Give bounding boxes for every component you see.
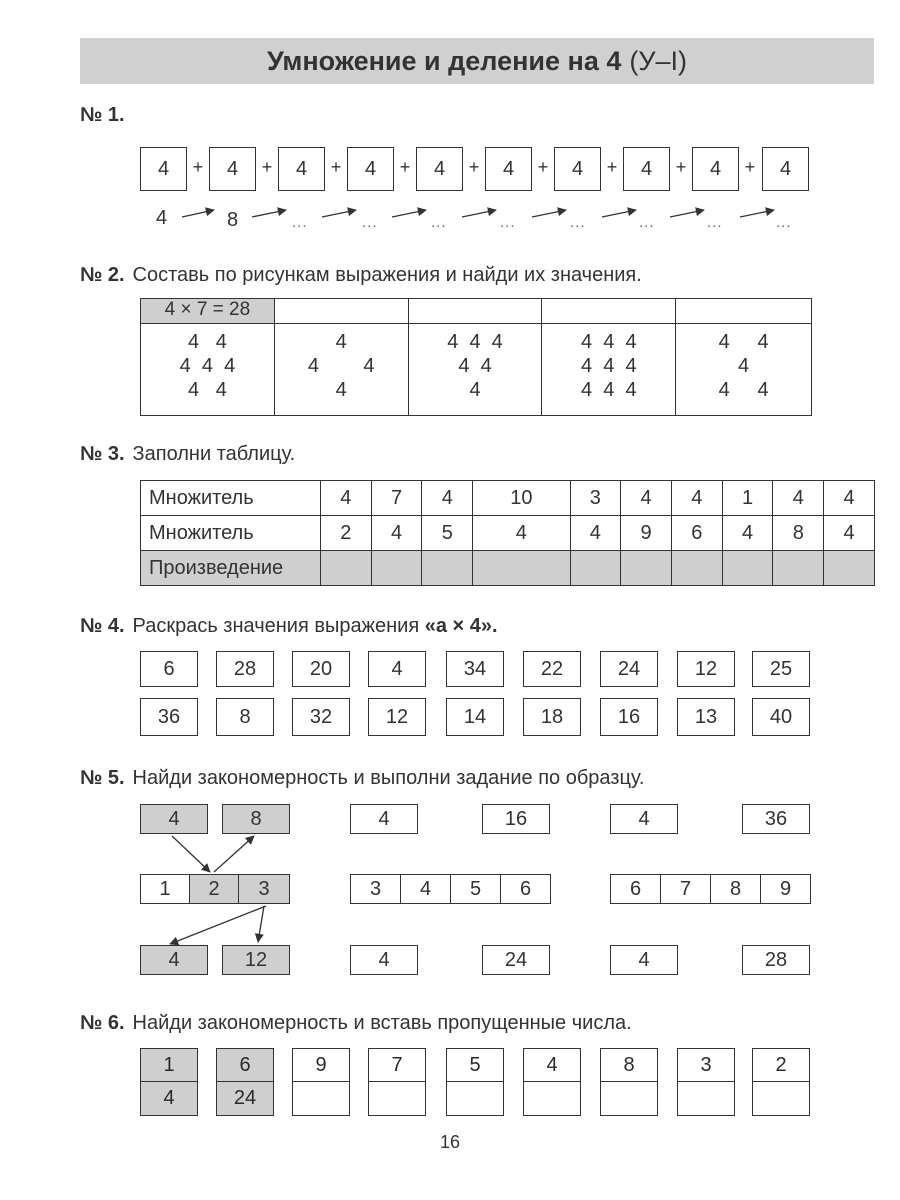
- task6-cell-top: 8: [601, 1049, 657, 1082]
- task4-value-box[interactable]: 20: [292, 651, 350, 687]
- task4-value-box[interactable]: 13: [677, 698, 735, 736]
- task1-number-box: 4: [416, 147, 463, 191]
- task5-set2-top[interactable]: 4: [350, 804, 418, 834]
- task4-value-box[interactable]: 16: [600, 698, 658, 736]
- arrow-icon: [740, 210, 774, 217]
- task5-set3-top[interactable]: 4: [610, 804, 678, 834]
- task4-value-box[interactable]: 36: [140, 698, 198, 736]
- task1-number-box: 4: [485, 147, 532, 191]
- task3-factor-cell: 7: [371, 481, 422, 516]
- task6-cell[interactable]: [368, 1048, 426, 1116]
- task5-sample-bottom: 4: [140, 945, 208, 975]
- plus-sign: +: [192, 157, 204, 177]
- task4-number: № 4.: [80, 615, 125, 637]
- task5-set2-middle: 6: [500, 874, 551, 904]
- task3-factor-cell: 4: [722, 516, 773, 551]
- task1-number-box: 4: [554, 147, 601, 191]
- task3-factor-cell: 4: [773, 481, 824, 516]
- task6-cell[interactable]: [677, 1048, 735, 1116]
- task5-set3-bottom-right[interactable]: 28: [742, 945, 810, 975]
- task1-number-box: 4: [692, 147, 739, 191]
- task5-set3-middle: 9: [760, 874, 811, 904]
- plus-sign: +: [537, 157, 549, 177]
- task4-value-box[interactable]: 8: [216, 698, 274, 736]
- task1-blank-dots[interactable]: ...: [639, 214, 655, 231]
- task2-picture: 4 4 4 4 4 4: [408, 324, 542, 416]
- task6-cell-bottom[interactable]: [369, 1082, 425, 1115]
- task5-set2-bottom-right[interactable]: 24: [482, 945, 550, 975]
- task3-factor-cell: 8: [773, 516, 824, 551]
- task2-picture: 4 4 4 4 4 4 4 4 4: [542, 324, 676, 416]
- task6-cell-top: 5: [447, 1049, 503, 1082]
- task3-factor-cell: 2: [321, 516, 372, 551]
- task5-set3-middle: 6: [610, 874, 661, 904]
- arrow-icon: [252, 210, 286, 217]
- task1-number-box: 4: [623, 147, 670, 191]
- task3-factor-cell: 4: [473, 516, 570, 551]
- task3-factor-cell: 4: [422, 481, 473, 516]
- task1-blank-dots[interactable]: ...: [570, 214, 586, 231]
- task1-number: № 1.: [80, 104, 125, 126]
- task3-factor-cell: 10: [473, 481, 570, 516]
- task4-value-box[interactable]: 24: [600, 651, 658, 687]
- plus-sign: +: [468, 157, 480, 177]
- arrow-icon: [258, 906, 264, 942]
- task6-cell-bottom[interactable]: [524, 1082, 580, 1115]
- task3-factor-cell: 4: [671, 481, 722, 516]
- plus-sign: +: [261, 157, 273, 177]
- task6-cell-bottom[interactable]: [753, 1082, 809, 1115]
- task5-sample-middle: 1: [140, 874, 190, 904]
- task2-picture: 4 4 4 4 4: [676, 324, 812, 416]
- task2-picture: 4 4 4 4: [274, 324, 408, 416]
- task3-factor-cell: 4: [321, 481, 372, 516]
- plus-sign: +: [675, 157, 687, 177]
- task3-factor-cell: 6: [671, 516, 722, 551]
- task4-expression: «а × 4».: [424, 615, 498, 637]
- task6-cell-top: 9: [293, 1049, 349, 1082]
- task3-row-label: Произведение: [141, 551, 321, 586]
- task2-text: Составь по рисункам выражения и найди их значения.: [132, 264, 642, 286]
- task3-factor-cell: 9: [621, 516, 672, 551]
- task4-value-box[interactable]: 40: [752, 698, 810, 736]
- plus-sign: +: [399, 157, 411, 177]
- task1-blank-dots[interactable]: ...: [362, 214, 378, 231]
- task5-sample-middle: 2: [189, 874, 239, 904]
- arrow-icon: [392, 210, 426, 217]
- arrow-icon: [172, 836, 210, 872]
- task5-set2-top-right[interactable]: 16: [482, 804, 550, 834]
- task4-value-box[interactable]: 34: [446, 651, 504, 687]
- task3-factor-cell: 4: [371, 516, 422, 551]
- task6-cell[interactable]: [600, 1048, 658, 1116]
- task5-text: Найди закономерность и выполни задание по образцу.: [132, 767, 645, 789]
- task5-sample-top: 4: [140, 804, 208, 834]
- plus-sign: +: [744, 157, 756, 177]
- task2-picture: 4 4 4 4 4 4 4: [141, 324, 275, 416]
- task6-cell-top: 6: [217, 1049, 273, 1082]
- task4-value-box[interactable]: 12: [677, 651, 735, 687]
- task6-cell[interactable]: [446, 1048, 504, 1116]
- task3-factor-cell: 4: [824, 481, 875, 516]
- task5-sample-top: 8: [222, 804, 290, 834]
- task5-set3-middle: 7: [660, 874, 711, 904]
- task2-number: № 2.: [80, 264, 125, 286]
- task1-number-box: 4: [209, 147, 256, 191]
- task3-factor-cell: 4: [570, 516, 621, 551]
- task3-factor-cell: 4: [824, 516, 875, 551]
- task5-set3-middle: 8: [710, 874, 761, 904]
- task5-set2-middle: 3: [350, 874, 401, 904]
- task5-set3-bottom[interactable]: 4: [610, 945, 678, 975]
- task5-set2-middle: 5: [450, 874, 501, 904]
- task1-blank-dots[interactable]: ...: [500, 214, 516, 231]
- task6-cell[interactable]: [292, 1048, 350, 1116]
- task6-cell-bottom: 24: [233, 1087, 257, 1109]
- task1-blank-dots[interactable]: ...: [431, 214, 447, 231]
- task6-cell-top: 4: [524, 1049, 580, 1082]
- task3-row-label: Множитель: [141, 481, 321, 516]
- task4-value-box[interactable]: 22: [523, 651, 581, 687]
- page-title-suffix: (У–I): [629, 45, 688, 76]
- task1-number-box: 4: [140, 147, 187, 191]
- task6-cell[interactable]: [523, 1048, 581, 1116]
- task4-text: Раскрась значения выражения: [132, 615, 420, 637]
- task6-cell-top: 2: [753, 1049, 809, 1082]
- task4-value-box[interactable]: 28: [216, 651, 274, 687]
- arrow-icon: [322, 210, 356, 217]
- arrow-icon: [214, 836, 254, 872]
- task5-set2-middle: 4: [400, 874, 451, 904]
- task6-cell-top: 7: [369, 1049, 425, 1082]
- task4-value-box[interactable]: 6: [140, 651, 198, 687]
- task6-cell[interactable]: [752, 1048, 810, 1116]
- task4-value-box[interactable]: 12: [368, 698, 426, 736]
- task6-cell-top: 1: [141, 1049, 197, 1082]
- task3-factor-cell: 4: [621, 481, 672, 516]
- task3-text: Заполни таблицу.: [132, 443, 296, 465]
- task1-blank-dots[interactable]: ...: [776, 214, 792, 231]
- task4-value-box[interactable]: 14: [446, 698, 504, 736]
- task3-number: № 3.: [80, 443, 125, 465]
- task3-factor-cell: 5: [422, 516, 473, 551]
- plus-sign: +: [606, 157, 618, 177]
- plus-sign: +: [330, 157, 342, 177]
- page-number: 16: [439, 1132, 461, 1152]
- task6-cell-bottom[interactable]: [447, 1082, 503, 1115]
- task6-text: Найди закономерность и вставь пропущенные числа.: [132, 1012, 632, 1034]
- task1-seq-second: 8: [227, 209, 239, 231]
- task4-value-box[interactable]: 25: [752, 651, 810, 687]
- task6-cell-top: 3: [678, 1049, 734, 1082]
- task1-seq-start: 4: [156, 207, 168, 229]
- task1-blank-dots[interactable]: ...: [292, 214, 308, 231]
- arrow-icon: [670, 210, 704, 217]
- task3-row-label: Множитель: [141, 516, 321, 551]
- task3-factor-cell: 3: [570, 481, 621, 516]
- task6-cell: [140, 1048, 198, 1116]
- task4-value-box[interactable]: 4: [368, 651, 426, 687]
- arrow-icon: [170, 906, 266, 944]
- task4-value-box[interactable]: 18: [523, 698, 581, 736]
- task6-number: № 6.: [80, 1012, 125, 1034]
- task1-number-box: 4: [762, 147, 809, 191]
- task5-set3-top-right[interactable]: 36: [742, 804, 810, 834]
- task4-value-box[interactable]: 32: [292, 698, 350, 736]
- arrow-icon: [182, 210, 214, 217]
- task1-blank-dots[interactable]: ...: [707, 214, 723, 231]
- task5-number: № 5.: [80, 767, 125, 789]
- task1-number-box: 4: [347, 147, 394, 191]
- task5-sample-bottom: 12: [222, 945, 290, 975]
- page-title: Умножение и деление на 4: [266, 45, 622, 76]
- task2-example: 4 × 7 = 28: [141, 299, 275, 324]
- arrow-icon: [602, 210, 636, 217]
- arrow-icon: [462, 210, 496, 217]
- task3-factor-cell: 1: [722, 481, 773, 516]
- task6-cell-bottom[interactable]: [601, 1082, 657, 1115]
- task5-set2-bottom[interactable]: 4: [350, 945, 418, 975]
- task6-cell-bottom: 4: [163, 1087, 175, 1109]
- task6-cell-bottom[interactable]: [293, 1082, 349, 1115]
- arrow-icon: [532, 210, 566, 217]
- task5-sample-middle: 3: [238, 874, 290, 904]
- task6-cell-bottom[interactable]: [678, 1082, 734, 1115]
- task6-cell: [216, 1048, 274, 1116]
- task1-number-box: 4: [278, 147, 325, 191]
